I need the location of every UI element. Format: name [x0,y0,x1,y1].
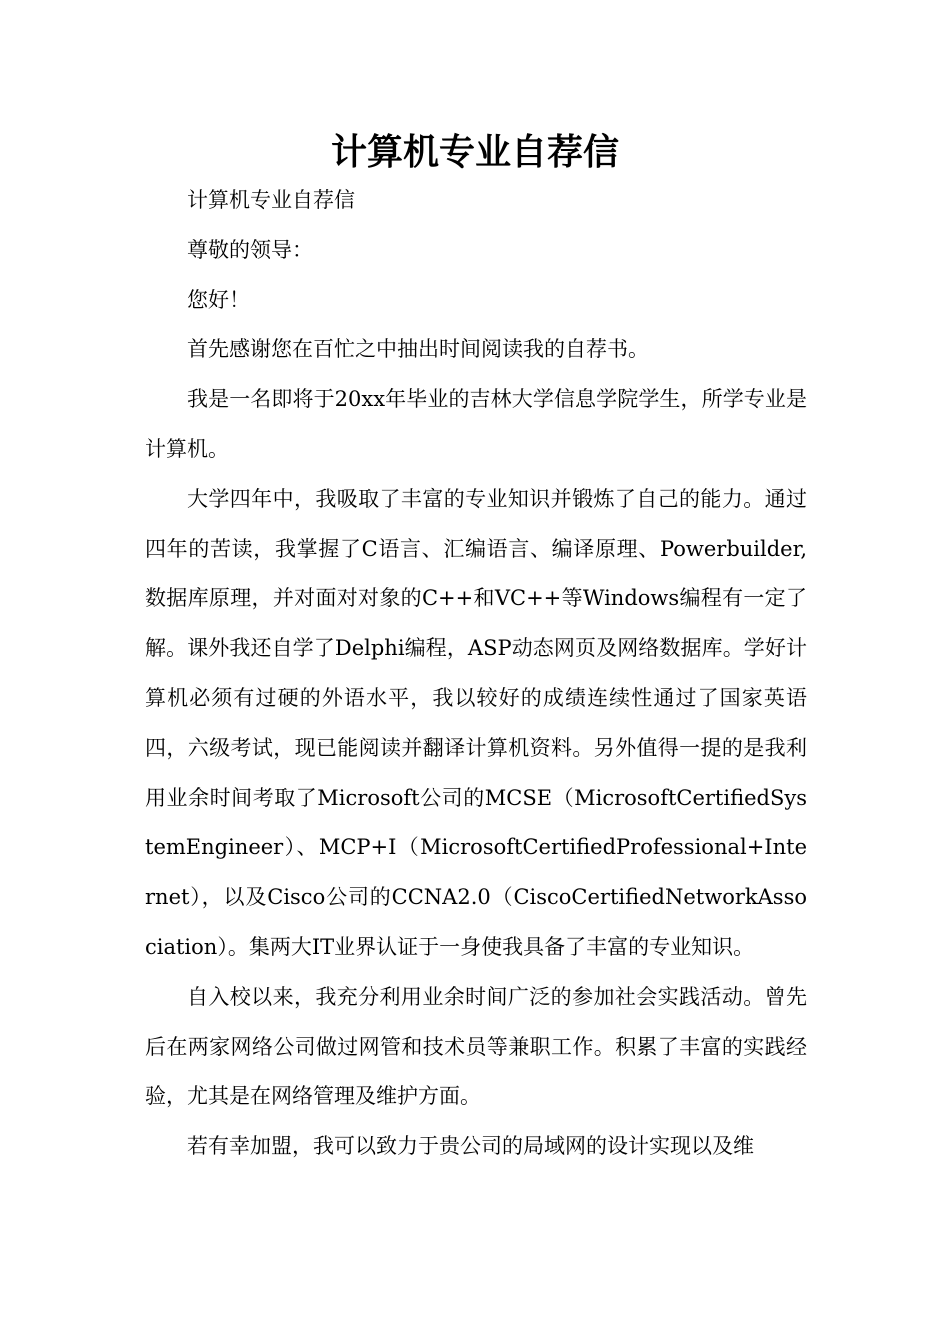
letter-greeting: 您好！ [187,287,250,312]
letter-body [145,176,807,1172]
letter-paragraph: 若有幸加盟，我可以致力于贵公司的局域网的设计实现以及维 [187,1134,754,1159]
letter-paragraph: 自入校以来，我充分利用业余时间广泛的参加社会实践活动。曾先后在两家网络公司做过网管和技术员等兼职工作。积累了丰富的实践经验，尤其是在网络管理及维护方面。 [145,984,807,1109]
letter-subject: 计算机专业自荐信 [187,188,355,212]
letter-paragraph: 首先感谢您在百忙之中抽出时间阅读我的自荐书。 [187,337,649,362]
document-title: 计算机专业自荐信 [330,132,619,173]
letter-salutation: 尊敬的领导： [187,237,313,262]
letter-paragraph: 大学四年中，我吸取了丰富的专业知识并锻炼了自己的能力。通过四年的苦读，我掌握了C语言、汇编语言、编译原理、Powerbuilder,数据库原理，并对面对对象的C++和VC++等Windows编程有一定了解。课外我还自学了Delphi编程，ASP动态网页及网络数据库。学好计算机必须有过硬的外语水平，我以较好的成绩连续性通过了国家英语四，六级考试，现已能阅读并翻译计算机资料。另外值得一提的是我利用业余时间考取了Microsoft公司的MCSE（MicrosoftCertifiedSystemEngineer）、MCP+I（MicrosoftCertifiedProfessional+Internet），以及Cisco公司的CCNA2.0（CiscoCertifiedNetworkAssociation）。集两大IT业界认证于一身使我具备了丰富的专业知识。 [145,486,807,959]
letter-paragraph: 我是一名即将于20xx年毕业的吉林大学信息学院学生，所学专业是计算机。 [145,387,807,461]
